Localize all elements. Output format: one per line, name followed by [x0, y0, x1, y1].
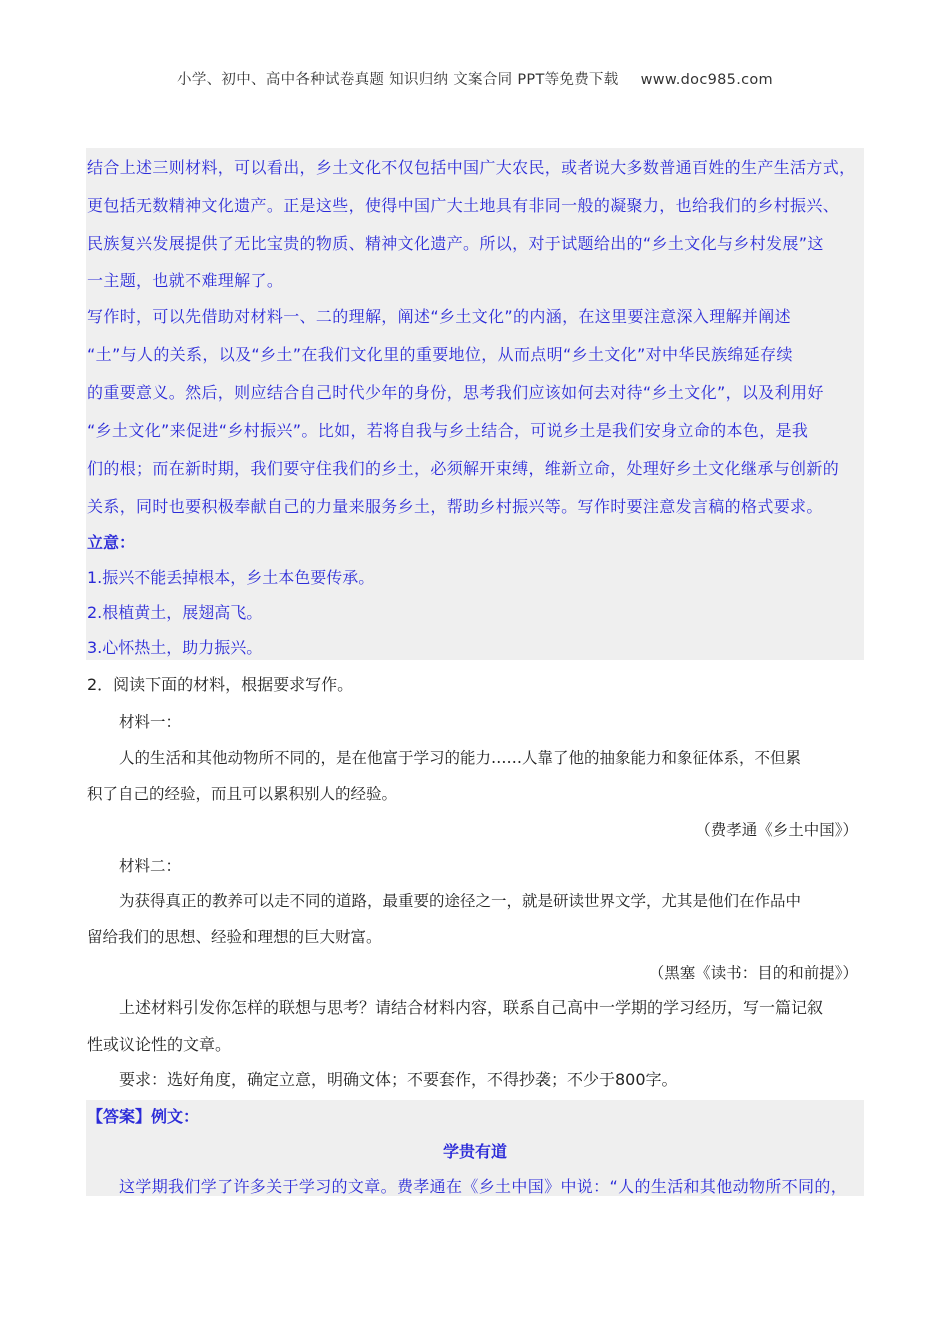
analysis-line: 写作时，可以先借助对材料一、二的理解，阐述“乡土文化”的内涵，在这里要注意深入理解并阐述 — [87, 307, 791, 326]
material2-label: 材料二： — [119, 857, 182, 875]
material2-source: （黑塞《读书：目的和前提》） — [648, 964, 858, 982]
essay-first-line: 这学期我们学了许多关于学习的文章。费孝通在《乡土中国》中说：“人的生活和其他动物所不同的， — [119, 1177, 848, 1196]
liyi-point: 3.心怀热土，助力振兴。 — [87, 638, 263, 657]
analysis-line: 结合上述三则材料，可以看出，乡土文化不仅包括中国广大农民，或者说大多数普通百姓的生产生活方式， — [87, 158, 856, 177]
material1-line: 积了自己的经验，而且可以累积别人的经验。 — [87, 785, 398, 803]
question-prompt: 2．阅读下面的材料，根据要求写作。 — [87, 675, 354, 694]
answer-label: 【答案】例文： — [87, 1107, 200, 1126]
page-header — [0, 68, 950, 89]
liyi-point: 2.根植黄土，展翅高飞。 — [87, 603, 263, 622]
material1-line: 人的生活和其他动物所不同的，是在他富于学习的能力……人靠了他的抽象能力和象征体系，不但累 — [119, 749, 802, 767]
analysis-line: 们的根；而在新时期，我们要守住我们的乡土，必须解开束缚，维新立命，处理好乡土文化继承与创新的 — [87, 459, 840, 478]
task-line: 上述材料引发你怎样的联想与思考？请结合材料内容，联系自己高中一学期的学习经历，写一篇记叙 — [119, 998, 824, 1017]
analysis-line: 民族复兴发展提供了无比宝贵的物质、精神文化遗产。所以，对于试题给出的“乡土文化与乡村发展”这 — [87, 234, 824, 253]
essay-title: 学贵有道 — [442, 1142, 507, 1161]
analysis-line: “土”与人的关系，以及“乡土”在我们文化里的重要地位，从而点明“乡土文化”对中华民族绵延存续 — [87, 345, 793, 364]
liyi-point: 1.振兴不能丢掉根本，乡土本色要传承。 — [87, 568, 375, 587]
analysis-line: 更包括无数精神文化遗产。正是这些，使得中国广大土地具有非同一般的凝聚力，也给我们的乡村振兴、 — [87, 196, 840, 215]
material2-line: 为获得真正的教养可以走不同的道路，最重要的途径之一，就是研读世界文学，尤其是他们在作品中 — [119, 892, 802, 910]
analysis-line: 的重要意义。然后，则应结合自己时代少年的身份，思考我们应该如何去对待“乡土文化”，以及利用好 — [87, 383, 824, 402]
analysis-line: 关系，同时也要积极奉献自己的力量来服务乡土，帮助乡村振兴等。写作时要注意发言稿的格式要求。 — [87, 497, 823, 516]
header-url[interactable]: www.doc985.com — [640, 72, 773, 88]
material2-line: 留给我们的思想、经验和理想的巨大财富。 — [87, 928, 382, 946]
header-text: 小学、初中、高中各种试卷真题 知识归纳 文案合同 PPT等免费下载 — [177, 72, 619, 88]
liyi-title: 立意： — [87, 533, 136, 552]
analysis-line: 一主题，也就不难理解了。 — [87, 271, 284, 290]
material1-source: （费孝通《乡土中国》） — [695, 821, 858, 839]
requirement-line: 要求：选好角度，确定立意，明确文体；不要套作，不得抄袭；不少于800字。 — [119, 1070, 678, 1089]
analysis-line: “乡土文化”来促进“乡村振兴”。比如，若将自我与乡土结合，可说乡土是我们安身立命的本色，是我 — [87, 421, 809, 440]
task-line: 性或议论性的文章。 — [87, 1035, 232, 1054]
material1-label: 材料一： — [119, 713, 182, 731]
